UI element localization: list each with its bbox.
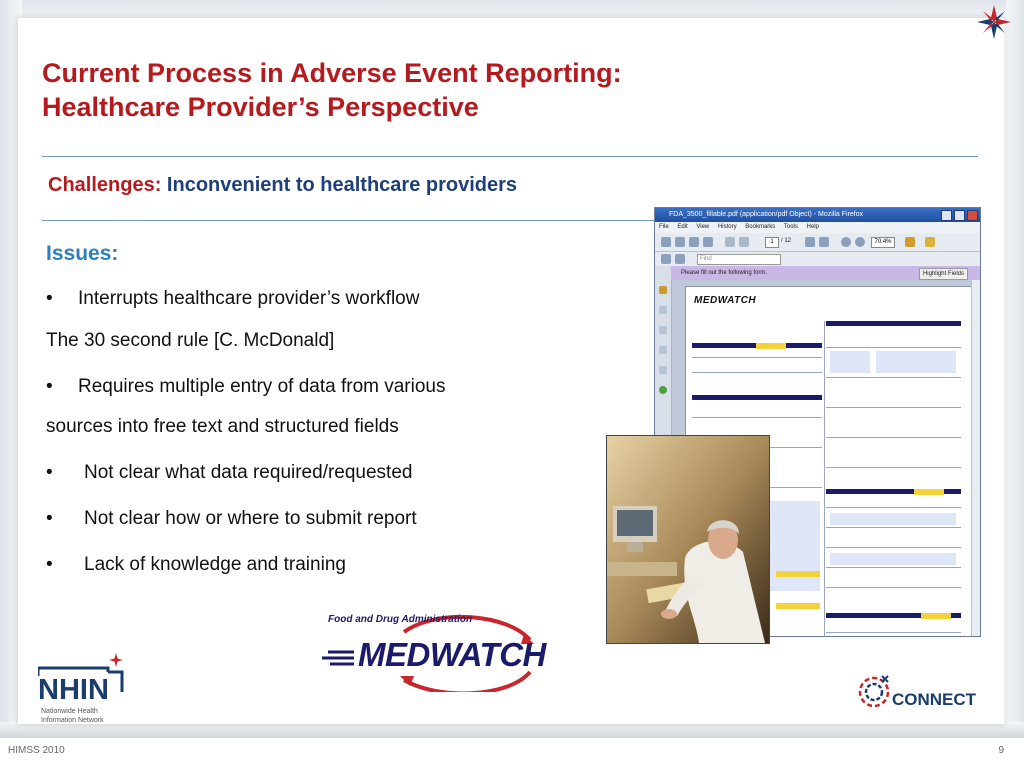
form-column-divider bbox=[824, 321, 825, 637]
form-section-tag bbox=[756, 343, 786, 349]
connect-wordmark: CONNECT bbox=[892, 690, 977, 709]
issue-item bbox=[46, 554, 346, 576]
comments-icon bbox=[659, 366, 667, 374]
form-rule bbox=[826, 632, 961, 633]
maximize-icon bbox=[954, 210, 965, 221]
form-rule bbox=[826, 527, 961, 528]
challenges-divider bbox=[42, 220, 654, 221]
hand-tool-icon bbox=[805, 237, 815, 247]
menu-tools: Tools bbox=[783, 224, 798, 230]
fda-medwatch-logo bbox=[318, 610, 550, 692]
issue-text: The 30 second rule [C. McDonald] bbox=[46, 330, 335, 351]
bullet-icon: • bbox=[46, 508, 53, 529]
menu-file: File bbox=[659, 224, 669, 230]
form-rule bbox=[692, 357, 822, 358]
issue-item bbox=[46, 376, 446, 398]
page-number-field: 1 bbox=[765, 237, 779, 248]
bullet-icon: • bbox=[46, 376, 53, 397]
form-input-area bbox=[830, 513, 956, 525]
slide-title-line-1: Current Process in Adverse Event Reporting: bbox=[42, 58, 622, 88]
issue-text: Not clear how or where to submit report bbox=[84, 508, 417, 529]
footer-event: HIMSS 2010 bbox=[8, 745, 65, 756]
issue-item bbox=[46, 462, 412, 484]
menu-view: View bbox=[696, 224, 710, 230]
zoom-level: 70.4% bbox=[871, 237, 895, 248]
previous-page-icon bbox=[725, 237, 735, 247]
doctor-photo bbox=[606, 435, 770, 644]
pages-icon bbox=[661, 254, 671, 264]
challenges-label: Challenges: bbox=[48, 174, 162, 196]
attach-icon bbox=[675, 254, 685, 264]
form-rule bbox=[826, 507, 961, 508]
frame-right-border bbox=[1006, 0, 1024, 738]
form-rule bbox=[826, 467, 961, 468]
form-medwatch-logo: MEDWATCH bbox=[694, 295, 757, 306]
form-section-tag bbox=[921, 613, 951, 619]
issue-text: sources into free text and structured fields bbox=[46, 416, 399, 437]
window-title: FDA_3500_fillable.pdf (application/pdf Object) - Mozilla Firefox bbox=[669, 211, 864, 218]
zoom-out-icon bbox=[841, 237, 851, 247]
zoom-in-icon bbox=[855, 237, 865, 247]
find-field: Find bbox=[697, 254, 781, 265]
nhin-star-icon bbox=[974, 2, 1014, 42]
connect-swirl-icon bbox=[856, 668, 896, 712]
issue-item bbox=[46, 288, 419, 310]
form-rule bbox=[826, 587, 961, 588]
minimize-icon bbox=[941, 210, 952, 221]
medwatch-wordmark: MEDWATCH bbox=[358, 636, 546, 673]
form-continue-tag bbox=[776, 571, 820, 577]
form-rule bbox=[826, 547, 961, 548]
form-section-tag bbox=[914, 489, 944, 495]
pdf-scrollbar bbox=[971, 280, 980, 636]
challenges-value: Inconvenient to healthcare providers bbox=[166, 174, 518, 196]
pen-icon bbox=[905, 237, 915, 247]
title-divider bbox=[42, 156, 978, 157]
menu-bar bbox=[655, 222, 980, 233]
form-input-area bbox=[876, 351, 956, 373]
nhin-subtitle: Nationwide Health Information Network bbox=[41, 708, 104, 724]
form-rule bbox=[826, 437, 961, 438]
issue-item bbox=[46, 330, 334, 352]
issue-text: Lack of knowledge and training bbox=[84, 554, 346, 575]
window-controls bbox=[941, 210, 978, 221]
form-notice-bar bbox=[671, 266, 980, 280]
save-icon bbox=[661, 237, 671, 247]
page-count: / 12 bbox=[781, 238, 792, 244]
find-toolbar bbox=[655, 252, 980, 267]
issue-text: Requires multiple entry of data from various bbox=[78, 376, 446, 397]
issue-item bbox=[46, 416, 399, 438]
search-icon bbox=[703, 237, 713, 247]
form-continue-tag bbox=[776, 603, 820, 609]
page-number: 9 bbox=[998, 745, 1004, 756]
fda-label: Food and Drug Administration bbox=[328, 614, 473, 625]
nhin-wordmark: NHIN bbox=[38, 674, 109, 706]
pdf-toolbar bbox=[655, 233, 980, 252]
form-section-band bbox=[692, 395, 822, 400]
challenges-line bbox=[48, 174, 517, 197]
issue-text: Not clear what data required/requested bbox=[84, 462, 413, 483]
menu-bookmarks: Bookmarks bbox=[745, 224, 776, 230]
slide-title-line-2: Healthcare Provider’s Perspective bbox=[42, 92, 479, 122]
form-section-band bbox=[826, 321, 961, 326]
frame-bottom-border bbox=[0, 722, 1024, 738]
form-rule bbox=[826, 377, 961, 378]
firefox-titlebar bbox=[655, 208, 980, 222]
print-icon bbox=[675, 237, 685, 247]
bullet-icon: • bbox=[46, 462, 53, 483]
pages-panel-icon bbox=[659, 306, 667, 314]
form-input-area bbox=[830, 553, 956, 565]
select-tool-icon bbox=[819, 237, 829, 247]
bullet-icon: • bbox=[46, 554, 53, 575]
slide-title bbox=[42, 56, 842, 124]
form-input-area bbox=[830, 351, 870, 373]
issue-item bbox=[46, 508, 417, 530]
issue-text: Interrupts healthcare provider’s workflow bbox=[78, 288, 420, 309]
form-notice-message: Please fill out the following form. bbox=[681, 270, 768, 276]
highlight-fields-button: Highlight Fields bbox=[919, 268, 968, 280]
help-icon bbox=[659, 386, 667, 394]
menu-edit: Edit bbox=[677, 224, 688, 230]
menu-history: History bbox=[717, 224, 737, 230]
issues-heading: Issues: bbox=[46, 242, 119, 265]
next-page-icon bbox=[739, 237, 749, 247]
connect-logo bbox=[856, 668, 986, 712]
form-rule bbox=[692, 417, 822, 418]
form-rule bbox=[692, 372, 822, 373]
attachments-icon bbox=[659, 326, 667, 334]
nhin-logo bbox=[38, 652, 138, 722]
close-icon bbox=[967, 210, 978, 221]
signatures-icon bbox=[659, 346, 667, 354]
email-icon bbox=[689, 237, 699, 247]
lock-icon bbox=[659, 286, 667, 294]
bullet-icon: • bbox=[46, 288, 53, 309]
form-rule bbox=[826, 407, 961, 408]
form-rule bbox=[826, 567, 961, 568]
menu-help: Help bbox=[806, 224, 819, 230]
sign-icon bbox=[925, 237, 935, 247]
form-rule bbox=[826, 347, 961, 348]
